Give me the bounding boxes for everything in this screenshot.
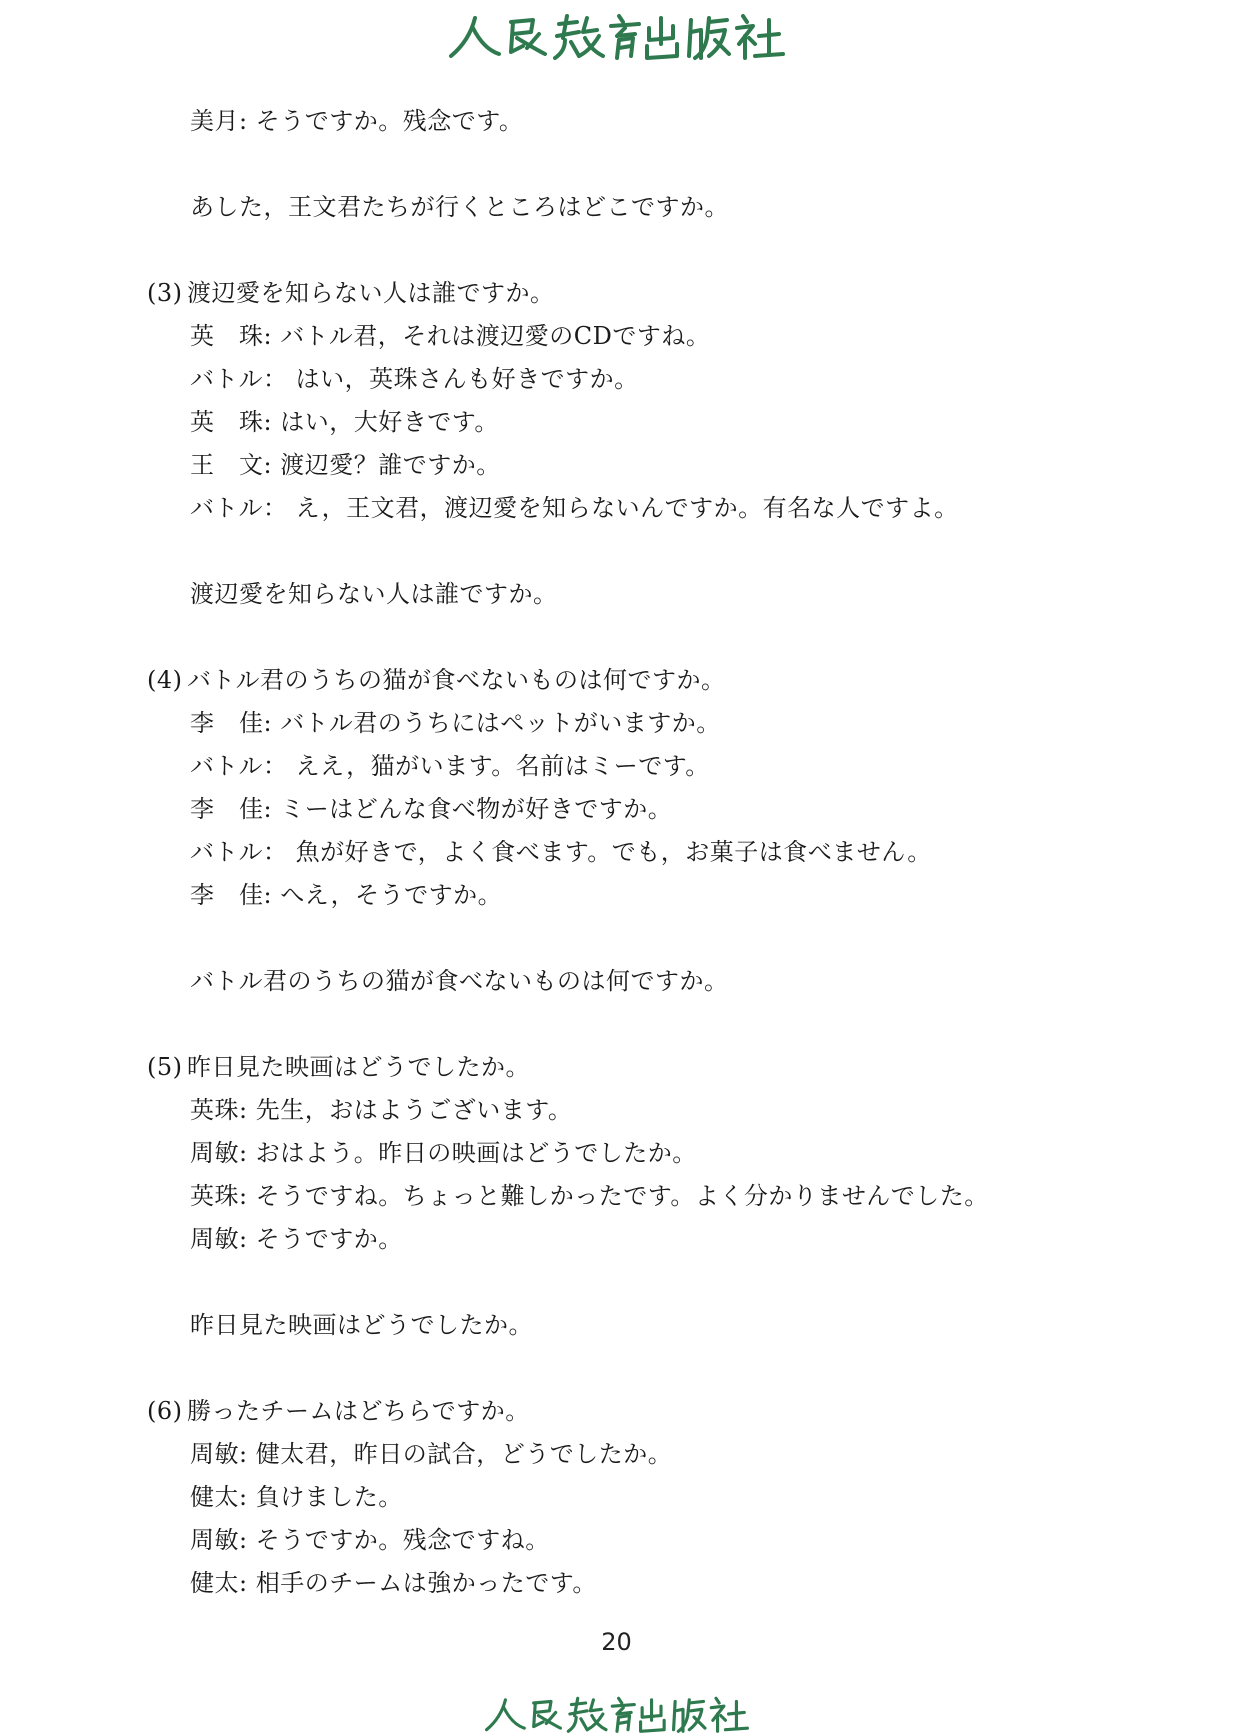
question-number: (5) <box>147 1053 183 1081</box>
speaker-name: 英珠 <box>190 1182 239 1210</box>
speaker-name: 王 文 <box>190 451 264 479</box>
speaker-separator: : <box>263 709 273 737</box>
dialogue-line <box>190 794 672 824</box>
publisher-logo-mark <box>447 1692 787 1736</box>
question-line <box>147 1396 530 1426</box>
speaker-separator: ： <box>263 365 288 393</box>
question-line <box>147 665 726 695</box>
summary-text: 昨日見た映画はどうでしたか。 <box>190 1311 533 1339</box>
dialogue-line <box>190 364 639 394</box>
speaker-separator: : <box>263 322 273 350</box>
speaker-name: 周敏 <box>190 1440 239 1468</box>
dialogue-text: そうですね。ちょっと難しかったです。よく分かりませんでした。 <box>255 1182 989 1210</box>
dialogue-text: 健太君，昨日の試合，どうでしたか。 <box>255 1440 673 1468</box>
dialogue-line <box>190 493 959 523</box>
dialogue-line <box>190 321 710 351</box>
question-line <box>147 278 555 308</box>
dialogue-text: はい，大好きです。 <box>280 408 499 436</box>
dialogue-line <box>190 837 932 867</box>
summary-question <box>190 192 729 222</box>
speaker-name: 周敏 <box>190 1526 239 1554</box>
speaker-separator: : <box>239 107 248 135</box>
dialogue-text: え，王文君，渡辺愛を知らないんですか。有名な人ですよ。 <box>295 494 959 522</box>
dialogue-text: 相手のチームは強かったです。 <box>255 1569 597 1597</box>
speaker-separator: : <box>239 1569 248 1597</box>
dialogue-line <box>190 450 501 480</box>
dialogue-line <box>190 1568 597 1598</box>
speaker-name: 英 珠 <box>190 322 264 350</box>
dialogue-text: 先生，おはようございます。 <box>255 1096 573 1124</box>
speaker-separator: : <box>239 1139 248 1167</box>
speaker-separator: : <box>239 1440 248 1468</box>
dialogue-text: へえ，そうですか。 <box>280 881 503 909</box>
dialogue-line <box>190 106 523 136</box>
question-line <box>147 1052 530 1082</box>
dialogue-text: 渡辺愛？誰ですか。 <box>280 451 501 479</box>
dialogue-line <box>190 880 502 910</box>
dialogue-text: バトル君，それは渡辺愛のCDですね。 <box>280 322 711 350</box>
speaker-separator: ： <box>263 752 288 780</box>
summary-text: あした，王文君たちが行くところはどこですか。 <box>190 193 729 221</box>
dialogue-text: ミーはどんな食べ物が好きですか。 <box>280 795 673 823</box>
dialogue-text: 魚が好きで，よく食べます。でも，お菓子は食べません。 <box>295 838 932 866</box>
dialogue-text: バトル君のうちにはペットがいますか。 <box>280 709 721 737</box>
question-text: 渡辺愛を知らない人は誰ですか。 <box>187 279 555 307</box>
speaker-separator: : <box>263 451 273 479</box>
speaker-name: 健太 <box>190 1569 239 1597</box>
question-text: バトル君のうちの猫が食べないものは何ですか。 <box>187 666 726 694</box>
dialogue-line <box>190 1224 403 1254</box>
speaker-name: 李 佳 <box>190 709 264 737</box>
dialogue-text: 負けました。 <box>255 1483 403 1511</box>
question-text: 昨日見た映画はどうでしたか。 <box>187 1053 530 1081</box>
speaker-name: バトル <box>190 494 264 522</box>
dialogue-line <box>190 1482 403 1512</box>
dialogue-line <box>190 1181 989 1211</box>
speaker-separator: : <box>239 1182 248 1210</box>
summary-question <box>190 1310 533 1340</box>
dialogue-text: おはよう。昨日の映画はどうでしたか。 <box>255 1139 697 1167</box>
page-number: 20 <box>601 1628 632 1656</box>
speaker-separator: : <box>239 1225 248 1253</box>
question-number: (4) <box>147 666 183 694</box>
dialogue-line <box>190 407 499 437</box>
dialogue-text: ええ，猫がいます。名前はミーです。 <box>295 752 710 780</box>
summary-text: 渡辺愛を知らない人は誰ですか。 <box>190 580 558 608</box>
speaker-name: 李 佳 <box>190 881 264 909</box>
dialogue-line <box>190 1095 572 1125</box>
speaker-separator: ： <box>263 494 288 522</box>
speaker-separator: : <box>263 795 273 823</box>
speaker-name: 健太 <box>190 1483 239 1511</box>
summary-question <box>190 966 729 996</box>
speaker-name: 周敏 <box>190 1225 239 1253</box>
speaker-name: 英珠 <box>190 1096 239 1124</box>
speaker-name: バトル <box>190 365 264 393</box>
question-number: (6) <box>147 1397 183 1425</box>
speaker-name: 美月 <box>190 107 239 135</box>
speaker-separator: : <box>239 1526 248 1554</box>
dialogue-text: そうですか。 <box>255 1225 403 1253</box>
summary-question <box>190 579 558 609</box>
speaker-separator: : <box>263 881 273 909</box>
publisher-logo-bottom <box>0 1692 1233 1736</box>
dialogue-text: そうですか。残念です。 <box>255 107 524 135</box>
dialogue-line <box>190 708 721 738</box>
summary-text: バトル君のうちの猫が食べないものは何ですか。 <box>190 967 729 995</box>
dialogue-line <box>190 1138 697 1168</box>
speaker-name: 李 佳 <box>190 795 264 823</box>
dialogue-line <box>190 1525 550 1555</box>
dialogue-line <box>190 751 710 781</box>
speaker-separator: : <box>239 1483 248 1511</box>
speaker-separator: ： <box>263 838 288 866</box>
question-number: (3) <box>147 279 183 307</box>
speaker-name: バトル <box>190 838 264 866</box>
question-text: 勝ったチームはどちらですか。 <box>187 1397 530 1425</box>
dialogue-line <box>190 1439 672 1469</box>
speaker-separator: : <box>239 1096 248 1124</box>
dialogue-text: そうですか。残念ですね。 <box>255 1526 550 1554</box>
speaker-name: 英 珠 <box>190 408 264 436</box>
speaker-name: バトル <box>190 752 264 780</box>
speaker-name: 周敏 <box>190 1139 239 1167</box>
dialogue-text: はい，英珠さんも好きですか。 <box>295 365 639 393</box>
speaker-separator: : <box>263 408 273 436</box>
